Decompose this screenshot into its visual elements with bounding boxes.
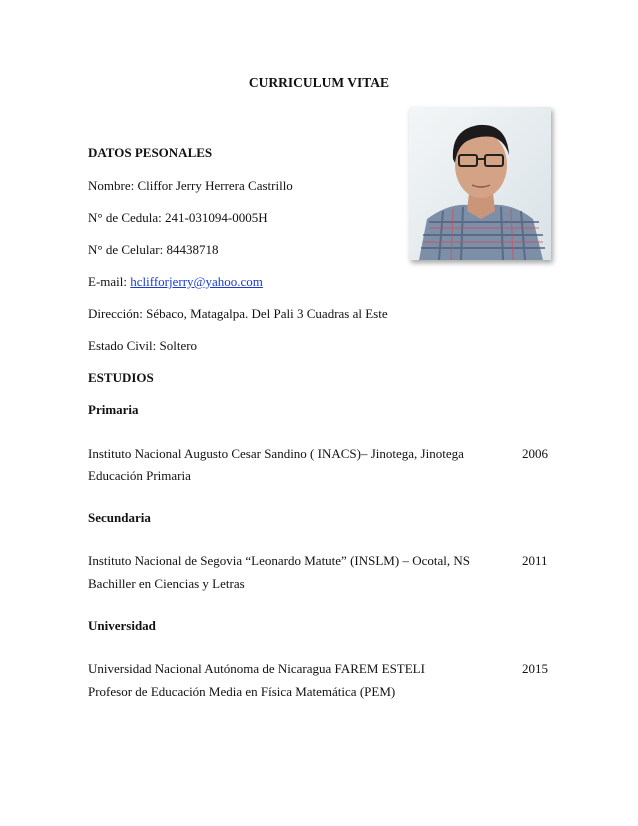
primaria-degree: Educación Primaria — [88, 468, 191, 483]
profile-photo — [409, 107, 551, 260]
section-heading-studies: ESTUDIOS — [88, 370, 154, 385]
celular-line: N° de Celular: 84438718 — [88, 242, 219, 257]
section-heading-personal: DATOS PESONALES — [88, 145, 213, 160]
universidad-year: 2015 — [522, 661, 548, 676]
secundaria-year: 2011 — [522, 553, 548, 568]
secundaria-institution: Instituto Nacional de Segovia “Leonardo Matute” (INSLM) – Ocotal, NS — [88, 553, 470, 568]
name-line: Nombre: Cliffor Jerry Herrera Castrillo — [88, 178, 293, 193]
email-label: E-mail: — [88, 274, 131, 289]
universidad-degree: Profesor de Educación Media en Física Matemática (PEM) — [88, 684, 396, 699]
secundaria-heading: Secundaria — [88, 510, 151, 525]
secundaria-degree: Bachiller en Ciencias y Letras — [88, 576, 245, 591]
address-line: Dirección: Sébaco, Matagalpa. Del Pali 3 Cuadras al Este — [88, 306, 388, 321]
universidad-institution: Universidad Nacional Autónoma de Nicaragua FAREM ESTELI — [88, 661, 425, 676]
primaria-heading: Primaria — [88, 402, 139, 417]
email-link[interactable]: hclifforjerry@yahoo.com — [130, 274, 263, 289]
email-line — [88, 274, 263, 290]
cedula-line: N° de Cedula: 241-031094-0005H — [88, 210, 268, 225]
civil-status-line: Estado Civil: Soltero — [88, 338, 198, 353]
document-title: CURRICULUM VITAE — [248, 75, 390, 90]
primaria-year: 2006 — [522, 446, 548, 461]
primaria-institution: Instituto Nacional Augusto Cesar Sandino ( INACS)– Jinotega, Jinotega — [88, 446, 464, 461]
universidad-heading: Universidad — [88, 618, 156, 633]
